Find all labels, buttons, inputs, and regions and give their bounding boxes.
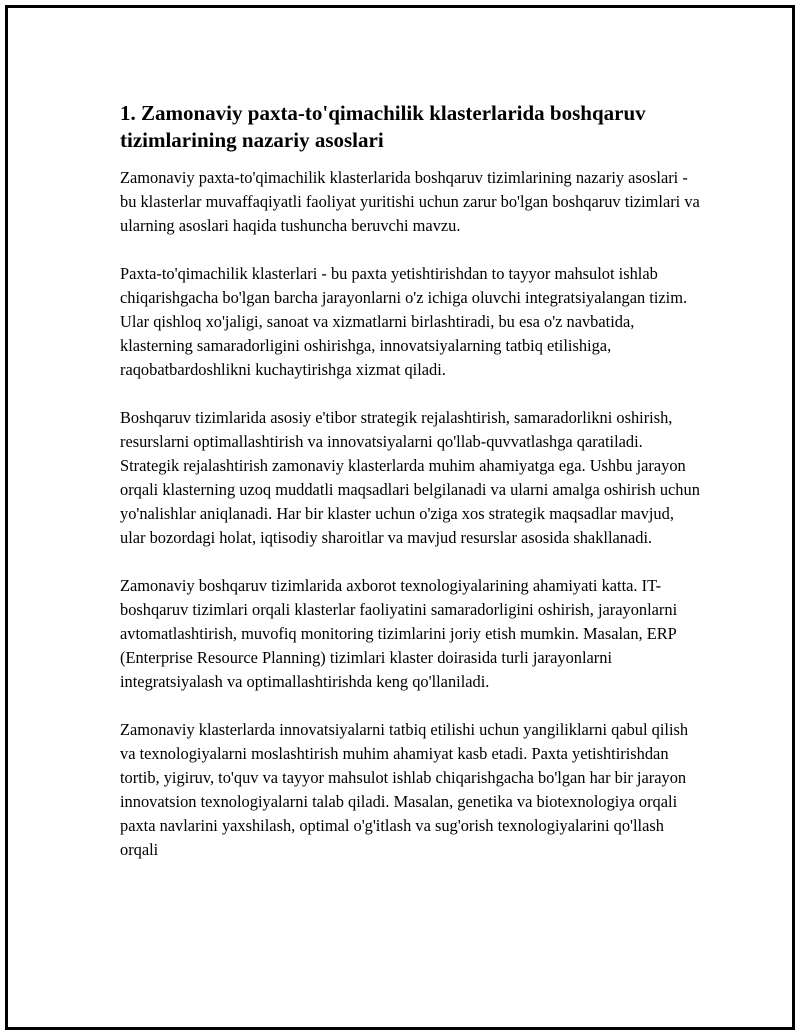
paragraph-3: Boshqaruv tizimlarida asosiy e'tibor strategik rejalashtirish, samaradorlikni oshirish, resurslarni optimallashtirish va innovatsiyalarni qo'llab-quvvatlashga qaratiladi. Strategik rejalashtirish zamonaviy klasterlarda muhim ahamiyatga ega. Ushbu jarayon orqali klasterning uzoq muddatli maqsadlari belgilanadi va ularni amalga oshirish uchun yo'nalishlar aniqlanadi. Har bir klaster uchun o'ziga xos strategik maqsadlar mavjud, ular bozordagi holat, iqtisodiy sharoitlar va mavjud resurslar asosida shakllanadi.: [120, 408, 700, 547]
paragraph-1: Zamonaviy paxta-to'qimachilik klasterlarida boshqaruv tizimlarining nazariy asoslari - bu klasterlar muvaffaqiyatli faoliyat yuritishi uchun zarur bo'lgan boshqaruv tizimlari va ularning asoslari haqida tushuncha beruvchi mavzu.: [120, 168, 700, 235]
paragraph-4: Zamonaviy boshqaruv tizimlarida axborot texnologiyalarining ahamiyati katta. IT-boshqaruv tizimlari orqali klasterlar faoliyatini samaradorligini oshirish, jarayonlarni avtomatlashtirish, muvofiq monitoring tizimlarini joriy etish mumkin. Masalan, ERP (Enterprise Resource Planning) tizimlari klaster doirasida turli jarayonlarni integratsiyalash va optimallashtirishda keng qo'llaniladi.: [120, 576, 678, 691]
paragraph-5: Zamonaviy klasterlarda innovatsiyalarni tatbiq etilishi uchun yangiliklarni qabul qilish va texnologiyalarni moslashtirish muhim ahamiyat kasb etadi. Paxta yetishtirishdan tortib, yigiruv, to'quv va tayyor mahsulot ishlab chiqarishgacha bo'lgan har bir jarayon innovatsion texnologiyalarni talab qiladi. Masalan, genetika va biotexnologiya orqali paxta navlarini yaxshilash, optimal o'g'itlash va sug'orish texnologiyalarini qo'llash orqali: [120, 720, 689, 859]
document-body: [120, 100, 700, 886]
page-frame: [5, 5, 795, 1030]
paragraph-2: Paxta-to'qimachilik klasterlari - bu paxta yetishtirishdan to tayyor mahsulot ishlab chiqarishgacha bo'lgan barcha jarayonlarni o'z ichiga oluvchi integratsiyalangan tizim. Ular qishloq xo'jaligi, sanoat va xizmatlarni birlashtiradi, bu esa o'z navbatida, klasterning samaradorligini oshirishga, innovatsiyalarning tatbiq etilishiga, raqobatbardoshlikni kuchaytirishga xizmat qiladi.: [120, 264, 688, 379]
section-heading: 1. Zamonaviy paxta-to'qimachilik klasterlarida boshqaruv tizimlarining nazariy asoslari: [120, 101, 646, 152]
